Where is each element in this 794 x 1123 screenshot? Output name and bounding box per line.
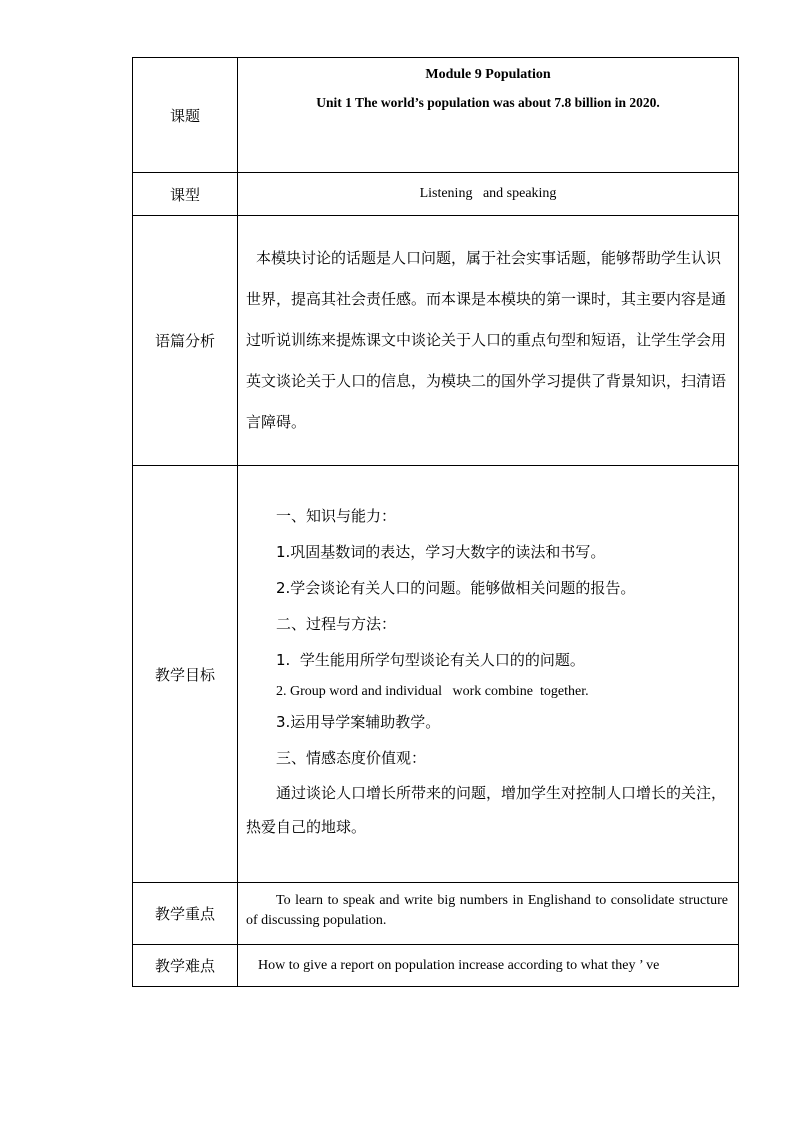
- row-type: [133, 173, 739, 216]
- analysis-label: 语篇分析: [133, 216, 238, 466]
- type-label: 课型: [133, 173, 238, 216]
- topic-cell: [238, 58, 739, 173]
- goals-cell: [238, 466, 739, 883]
- row-goals: [133, 466, 739, 883]
- goals-heading-knowledge: 一、知识与能力：: [276, 507, 397, 525]
- goals-item-process-2: 2. Group word and individual work combine together.: [276, 684, 589, 699]
- row-key-points: [133, 883, 739, 945]
- unit-title: Unit 1 The world’s population was about 7.8 billion in 2020.: [316, 95, 660, 110]
- analysis-text: 本模块讨论的话题是人口问题，属于社会实事话题，能够帮助学生认识世界，提高其社会责任感。而本课是本模块的第一课时，其主要内容是通过听说训练来提炼课文中谈论关于人口的重点句型和短语，让学生学会用英文谈论关于人口的信息，为模块二的国外学习提供了背景知识，扫清语言障碍。: [246, 249, 727, 431]
- difficulties-label: 教学难点: [133, 945, 238, 987]
- lesson-plan-table: [132, 57, 739, 987]
- row-difficulties: [133, 945, 739, 987]
- goals-item-process-3: 3.运用导学案辅助教学。: [276, 713, 441, 731]
- goals-heading-attitude: 三、情感态度价值观：: [276, 749, 427, 767]
- analysis-cell: [238, 216, 739, 466]
- goals-item-knowledge-2: 2.学会谈论有关人口的问题。能够做相关问题的报告。: [276, 579, 636, 597]
- key-points-cell: [238, 883, 739, 945]
- module-title: Module 9 Population: [425, 67, 551, 82]
- difficulties-cell: [238, 945, 739, 987]
- row-topic: [133, 58, 739, 173]
- goals-heading-process: 二、过程与方法：: [276, 615, 397, 633]
- topic-label: 课题: [133, 58, 238, 173]
- row-analysis: [133, 216, 739, 466]
- key-points-text: To learn to speak and write big numbers in Englishand to consolidate structure of discussing population.: [246, 892, 728, 928]
- difficulties-text: How to give a report on population increase according to what they ’ ve: [258, 957, 660, 973]
- goals-item-knowledge-1: 1.巩固基数词的表达，学习大数字的读法和书写。: [276, 543, 606, 561]
- type-value: Listening and speaking: [238, 173, 739, 216]
- goals-label: 教学目标: [133, 466, 238, 883]
- goals-item-attitude-1: 通过谈论人口增长所带来的问题，增加学生对控制人口增长的关注，热爱自己的地球。: [246, 784, 727, 836]
- key-points-label: 教学重点: [133, 883, 238, 945]
- goals-item-process-1: 1. 学生能用所学句型谈论有关人口的的问题。: [276, 651, 585, 669]
